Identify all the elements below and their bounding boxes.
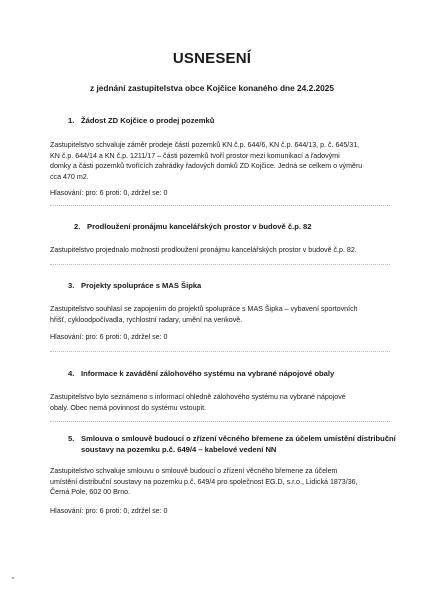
section-4-heading: [68, 369, 334, 380]
section-4-title: Informace k zavádění zálohového systému na vybrané nápojové obaly: [81, 369, 335, 378]
section-5-vote: Hlasování: pro: 6 proti: 0, zdržel se: 0: [50, 507, 168, 515]
section-1-body-line: KN č.p. 644/14 a KN č.p. 1211/17 – části pozemků tvoří prostor mezi komunikací a řadovými: [50, 151, 340, 160]
section-divider: [50, 205, 390, 206]
section-3-heading: [68, 281, 201, 292]
section-3-number: 3.: [68, 281, 75, 290]
section-2-heading: [74, 222, 312, 233]
section-divider: [50, 351, 390, 352]
section-5-number: 5.: [68, 434, 75, 443]
section-5-title: [81, 434, 396, 455]
section-3-title: Projekty spolupráce s MAS Šipka: [81, 281, 202, 290]
page-title: USNESENÍ: [172, 50, 252, 67]
section-1-number: 1.: [68, 116, 75, 125]
section-4-body: [50, 392, 390, 413]
scan-speck: [12, 577, 14, 579]
section-3-body-line: Zastupitelstvo souhlasí se zapojením do projektů spolupráce s MAS Šipka – vybavení sportovních: [50, 305, 358, 313]
section-4-body-line: Zastupitelstvo bylo seznámeno s informací ohledně zálohového systému na vybrané nápojové: [50, 393, 346, 401]
section-2-body: [50, 245, 390, 256]
section-divider: [50, 421, 390, 422]
section-2-body-line: Zastupitelstvo projednalo možnosti prodloužení pronájmu kancelářských prostor v budově č.p. 82.: [50, 246, 357, 254]
section-2-title: Prodloužení pronájmu kancelářských prostor v budově č.p. 82: [87, 222, 312, 231]
section-5-body-line: Černá Pole, 602 00 Brno.: [50, 488, 131, 497]
section-4-number: 4.: [68, 369, 75, 378]
section-2-number: 2.: [74, 222, 81, 231]
section-5-title-line: Smlouva o smlouvě budoucí o zřízení věcného břemene za účelem umístění distribuční: [81, 434, 396, 443]
section-1-vote: Hlasování: pro: 6 proti: 0, zdržel se: 0: [50, 189, 168, 197]
section-4-body-line: obaly. Obec nemá povinnost do systému vstoupit.: [50, 403, 207, 412]
section-5-heading: [68, 434, 396, 455]
section-3-body-line: hřišť, cykloodpočívadla, rychlostní radary, umění na venkově.: [50, 315, 243, 324]
section-5-body: [50, 466, 390, 498]
section-1-title: Žádost ZD Kojčice o prodej pozemků: [81, 116, 215, 125]
page-subtitle: z jednání zastupitelstva obce Kojčice konaného dne 24.2.2025: [90, 83, 334, 93]
section-3-vote: Hlasování: pro: 6 proti: 0, zdržel se: 0: [50, 333, 168, 341]
section-3-body: [50, 304, 390, 325]
section-5-body-line: Zastupitelstvo schvaluje smlouvu o smlouvě budoucí o zřízení věcného břemene za účelem: [50, 467, 338, 475]
section-1-body: [50, 140, 390, 182]
section-5-title-line: soustavy na pozemku p.č. 649/4 – kabelové vedení NN: [81, 444, 277, 454]
section-1-body-line: domky a části pozemků tvořících zahrádky řadových domků ZD Kojčice. Jedná se celkem o výměru: [50, 162, 363, 171]
section-divider: [50, 264, 390, 265]
section-1-heading: [68, 116, 214, 127]
section-1-body-line: cca 470 m2.: [50, 172, 89, 181]
section-1-body-line: Zastupitelstvo schvaluje záměr prodeje částí pozemků KN č.p. 644/6, KN č.p. 644/13, p. č. 645/31,: [50, 141, 360, 149]
section-5-body-line: umístění distribuční soustavy na pozemku p.č. 649/4 pro společnost EG.D, s.r.o., Lidická 1873/36,: [50, 477, 358, 486]
